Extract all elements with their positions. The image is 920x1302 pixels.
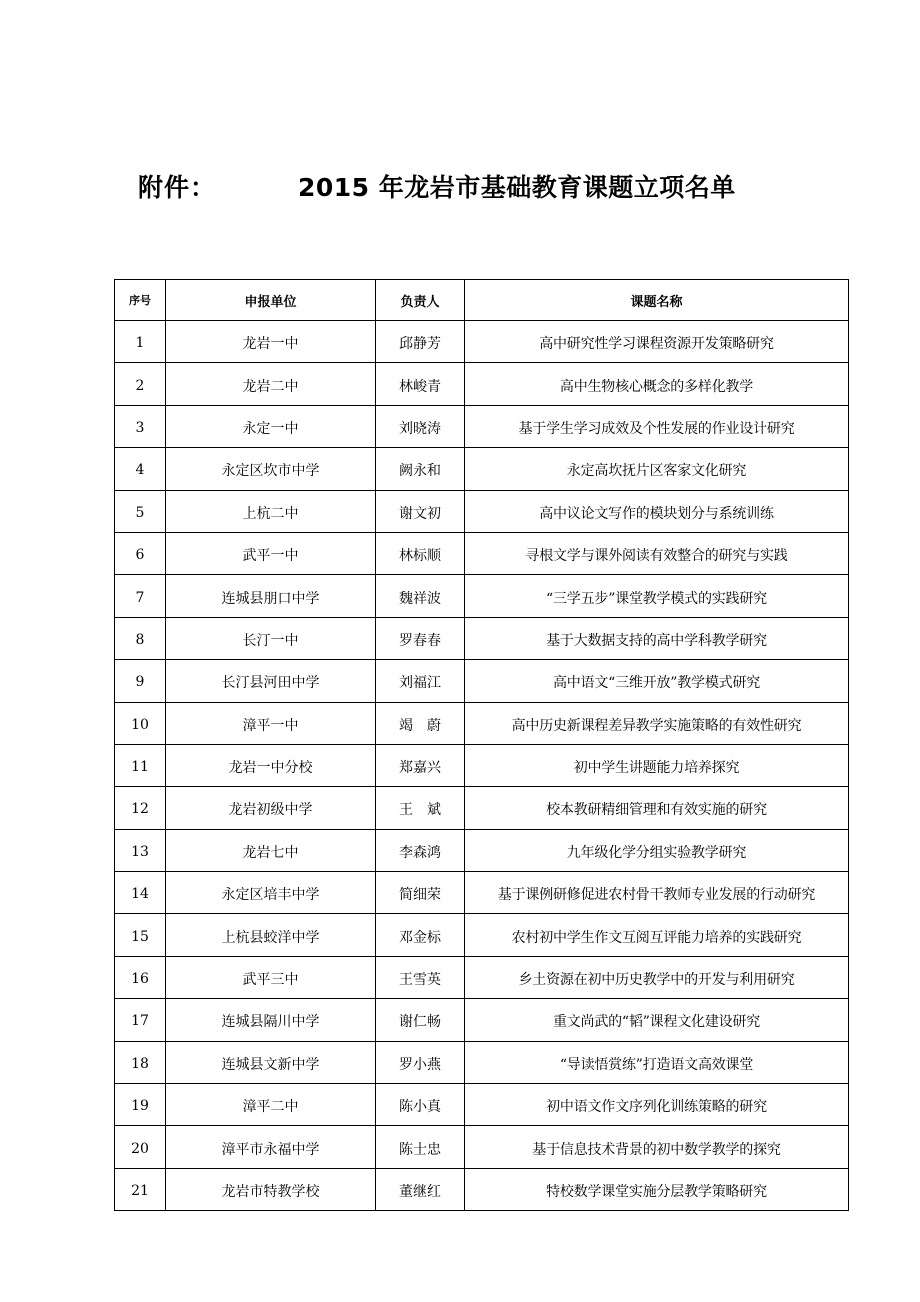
cell-number: 12 xyxy=(115,787,166,829)
cell-number: 13 xyxy=(115,829,166,871)
cell-number: 16 xyxy=(115,956,166,998)
table-row xyxy=(115,617,849,659)
cell-unit: 永定一中 xyxy=(166,405,376,447)
cell-number: 3 xyxy=(115,405,166,447)
table-row xyxy=(115,956,849,998)
table-row xyxy=(115,660,849,702)
cell-leader: 谢文初 xyxy=(376,490,465,532)
cell-topic: 基于学生学习成效及个性发展的作业设计研究 xyxy=(465,405,849,447)
cell-leader: 邓金标 xyxy=(376,914,465,956)
cell-leader: 刘晓涛 xyxy=(376,405,465,447)
cell-topic: 高中历史新课程差异教学实施策略的有效性研究 xyxy=(465,702,849,744)
table-header-row xyxy=(115,280,849,321)
cell-topic: 寻根文学与课外阅读有效整合的研究与实践 xyxy=(465,532,849,574)
table-body xyxy=(115,321,849,1211)
cell-topic: 高中研究性学习课程资源开发策略研究 xyxy=(465,321,849,363)
cell-number: 9 xyxy=(115,660,166,702)
cell-topic: 高中生物核心概念的多样化教学 xyxy=(465,363,849,405)
column-header-number: 序号 xyxy=(115,280,166,321)
cell-unit: 连城县文新中学 xyxy=(166,1041,376,1083)
cell-number: 21 xyxy=(115,1168,166,1210)
cell-leader: 魏祥波 xyxy=(376,575,465,617)
cell-topic: “三学五步”课堂教学模式的实践研究 xyxy=(465,575,849,617)
cell-unit: 上杭二中 xyxy=(166,490,376,532)
table-row xyxy=(115,405,849,447)
cell-number: 6 xyxy=(115,532,166,574)
document-header xyxy=(0,168,920,208)
cell-unit: 龙岩初级中学 xyxy=(166,787,376,829)
table-row xyxy=(115,448,849,490)
cell-number: 14 xyxy=(115,872,166,914)
table-row xyxy=(115,575,849,617)
attachment-label: 附件： xyxy=(138,173,217,202)
cell-unit: 武平一中 xyxy=(166,532,376,574)
cell-topic: 重文尚武的“韬”课程文化建设研究 xyxy=(465,999,849,1041)
cell-topic: 高中议论文写作的模块划分与系统训练 xyxy=(465,490,849,532)
table-row xyxy=(115,490,849,532)
cell-topic: 基于大数据支持的高中学科教学研究 xyxy=(465,617,849,659)
column-header-unit: 申报单位 xyxy=(166,280,376,321)
cell-leader: 李森鸿 xyxy=(376,829,465,871)
cell-number: 8 xyxy=(115,617,166,659)
cell-number: 18 xyxy=(115,1041,166,1083)
cell-unit: 永定区培丰中学 xyxy=(166,872,376,914)
cell-number: 20 xyxy=(115,1126,166,1168)
cell-topic: 特校数学课堂实施分层教学策略研究 xyxy=(465,1168,849,1210)
column-header-leader: 负责人 xyxy=(376,280,465,321)
table-row xyxy=(115,787,849,829)
cell-leader: 王雪英 xyxy=(376,956,465,998)
cell-unit: 连城县隔川中学 xyxy=(166,999,376,1041)
cell-number: 5 xyxy=(115,490,166,532)
cell-topic: “导读悟赏练”打造语文高效课堂 xyxy=(465,1041,849,1083)
cell-number: 1 xyxy=(115,321,166,363)
table-row xyxy=(115,999,849,1041)
cell-topic: 高中语文“三维开放”教学模式研究 xyxy=(465,660,849,702)
table-row xyxy=(115,363,849,405)
cell-leader: 陈小真 xyxy=(376,1084,465,1126)
table-row xyxy=(115,532,849,574)
cell-leader: 陈士忠 xyxy=(376,1126,465,1168)
cell-unit: 武平三中 xyxy=(166,956,376,998)
cell-topic: 校本教研精细管理和有效实施的研究 xyxy=(465,787,849,829)
project-list-table xyxy=(114,279,849,1211)
cell-leader: 刘福江 xyxy=(376,660,465,702)
cell-topic: 九年级化学分组实验教学研究 xyxy=(465,829,849,871)
cell-unit: 龙岩一中 xyxy=(166,321,376,363)
table-row xyxy=(115,1041,849,1083)
cell-leader: 罗小燕 xyxy=(376,1041,465,1083)
cell-number: 15 xyxy=(115,914,166,956)
cell-topic: 初中学生讲题能力培养探究 xyxy=(465,744,849,786)
cell-leader: 林标顺 xyxy=(376,532,465,574)
cell-leader: 郑嘉兴 xyxy=(376,744,465,786)
cell-unit: 永定区坎市中学 xyxy=(166,448,376,490)
cell-leader: 竭 蔚 xyxy=(376,702,465,744)
cell-leader: 董继红 xyxy=(376,1168,465,1210)
table-row xyxy=(115,1084,849,1126)
cell-number: 4 xyxy=(115,448,166,490)
cell-topic: 乡土资源在初中历史教学中的开发与利用研究 xyxy=(465,956,849,998)
cell-leader: 谢仁畅 xyxy=(376,999,465,1041)
cell-number: 19 xyxy=(115,1084,166,1126)
cell-number: 10 xyxy=(115,702,166,744)
cell-unit: 漳平一中 xyxy=(166,702,376,744)
table-row xyxy=(115,702,849,744)
cell-unit: 漳平市永福中学 xyxy=(166,1126,376,1168)
table-row xyxy=(115,914,849,956)
column-header-topic: 课题名称 xyxy=(465,280,849,321)
cell-unit: 上杭县蛟洋中学 xyxy=(166,914,376,956)
table-row xyxy=(115,1168,849,1210)
cell-topic: 基于信息技术背景的初中数学教学的探究 xyxy=(465,1126,849,1168)
cell-unit: 长汀县河田中学 xyxy=(166,660,376,702)
cell-leader: 王 斌 xyxy=(376,787,465,829)
cell-unit: 龙岩一中分校 xyxy=(166,744,376,786)
cell-leader: 简细荣 xyxy=(376,872,465,914)
table-row xyxy=(115,744,849,786)
table-row xyxy=(115,321,849,363)
cell-unit: 长汀一中 xyxy=(166,617,376,659)
cell-leader: 阙永和 xyxy=(376,448,465,490)
table-row xyxy=(115,829,849,871)
cell-number: 17 xyxy=(115,999,166,1041)
cell-topic: 基于课例研修促进农村骨干教师专业发展的行动研究 xyxy=(465,872,849,914)
cell-unit: 连城县朋口中学 xyxy=(166,575,376,617)
cell-topic: 农村初中学生作文互阅互评能力培养的实践研究 xyxy=(465,914,849,956)
cell-leader: 邱静芳 xyxy=(376,321,465,363)
cell-unit: 龙岩二中 xyxy=(166,363,376,405)
cell-unit: 漳平二中 xyxy=(166,1084,376,1126)
cell-topic: 初中语文作文序列化训练策略的研究 xyxy=(465,1084,849,1126)
cell-number: 7 xyxy=(115,575,166,617)
table-row xyxy=(115,872,849,914)
table-row xyxy=(115,1126,849,1168)
cell-number: 11 xyxy=(115,744,166,786)
cell-unit: 龙岩市特教学校 xyxy=(166,1168,376,1210)
cell-unit: 龙岩七中 xyxy=(166,829,376,871)
page-title: 2015 年龙岩市基础教育课题立项名单 xyxy=(298,173,736,202)
cell-leader: 罗春春 xyxy=(376,617,465,659)
cell-topic: 永定高坎抚片区客家文化研究 xyxy=(465,448,849,490)
cell-leader: 林峻青 xyxy=(376,363,465,405)
cell-number: 2 xyxy=(115,363,166,405)
